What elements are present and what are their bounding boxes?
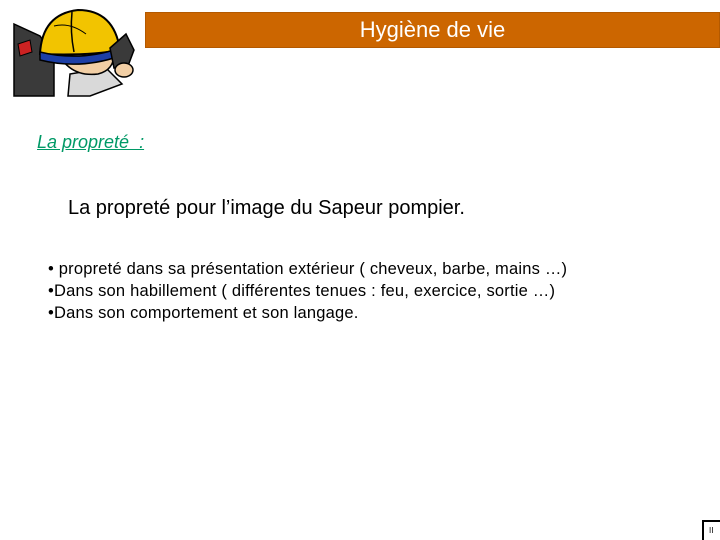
page-marker-label: II — [709, 526, 714, 535]
list-item: • propreté dans sa présentation extérieur ( cheveux, barbe, mains …) — [48, 260, 568, 278]
page-corner-marker — [702, 520, 720, 540]
list-item: •Dans son comportement et son langage. — [48, 304, 359, 322]
bullet-list — [48, 258, 608, 324]
subtitle: La propreté pour l’image du Sapeur pompier. — [68, 197, 465, 219]
section-heading: La propreté : — [37, 132, 145, 152]
firefighter-helmet-icon — [10, 4, 136, 98]
page-title: Hygiène de vie — [359, 17, 506, 42]
list-item: •Dans son habillement ( différentes tenues : feu, exercice, sortie …) — [48, 282, 556, 300]
title-bar — [145, 12, 720, 48]
